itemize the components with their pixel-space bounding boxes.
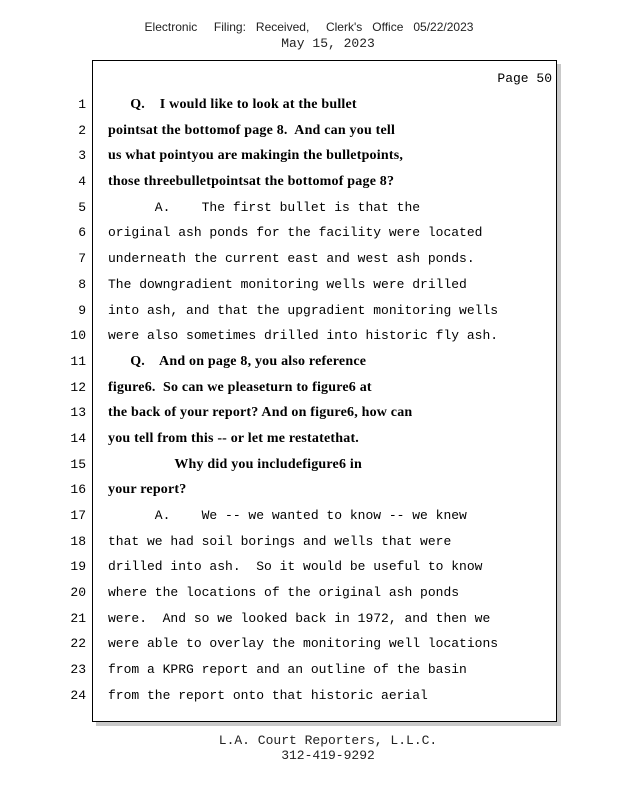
- answer-line: were able to overlay the monitoring well locations: [108, 636, 499, 652]
- question-line: Q. I would like to look at the bullet: [108, 97, 357, 112]
- line-number: 22: [70, 636, 86, 652]
- transcript-text: [108, 92, 553, 709]
- line-number: 8: [78, 276, 86, 292]
- answer-line: into ash, and that the upgradient monitoring wells: [108, 302, 499, 318]
- page-number: Page 50: [497, 71, 552, 86]
- answer-line: that we had soil borings and wells that were: [108, 533, 452, 549]
- answer-line: from a KPRG report and an outline of the basin: [108, 662, 467, 678]
- court-reporter-firm: L.A. Court Reporters, L.L.C.: [218, 733, 438, 748]
- line-number-column: [60, 92, 86, 709]
- line-number: 23: [70, 662, 86, 678]
- deposition-date: May 15, 2023: [281, 36, 375, 51]
- line-number: 18: [70, 533, 86, 549]
- line-number: 7: [78, 251, 86, 267]
- line-number: 11: [70, 353, 86, 369]
- line-number: 16: [70, 482, 86, 498]
- line-number: 5: [78, 199, 86, 215]
- answer-line: from the report onto that historic aerial: [108, 687, 428, 703]
- line-number: 19: [70, 559, 86, 575]
- line-number: 2: [78, 122, 86, 138]
- line-number: 1: [78, 97, 86, 112]
- answer-line: drilled into ash. So it would be useful to know: [108, 559, 483, 575]
- filing-stamp: Electronic Filing: Received, Clerk's Office 05/22/2023: [144, 20, 474, 34]
- court-reporter-phone: 312-419-9292: [281, 748, 375, 763]
- question-line: those threebulletpointsat the bottomof page 8?: [108, 174, 395, 190]
- question-line: Q. And on page 8, you also reference: [108, 353, 367, 369]
- line-number: 13: [70, 405, 86, 421]
- answer-line: were. And so we looked back in 1972, and then we: [108, 610, 491, 626]
- answer-line: where the locations of the original ash ponds: [108, 585, 460, 601]
- line-number: 15: [70, 456, 86, 472]
- answer-line: The downgradient monitoring wells were drilled: [108, 276, 467, 292]
- question-line: us what pointyou are makingin the bulletpoints,: [108, 148, 404, 164]
- line-number: 14: [70, 430, 86, 446]
- answer-line: underneath the current east and west ash ponds.: [108, 251, 475, 267]
- question-line: the back of your report? And on figure6, how can: [108, 405, 413, 421]
- answer-line: A. We -- we wanted to know -- we knew: [108, 508, 467, 523]
- line-number: 21: [70, 610, 86, 626]
- question-line: you tell from this -- or let me restatethat.: [108, 430, 360, 446]
- answer-line: original ash ponds for the facility were located: [108, 225, 483, 241]
- line-number: 9: [78, 302, 86, 318]
- line-number: 24: [70, 687, 86, 703]
- line-number: 3: [78, 148, 86, 164]
- question-line: pointsat the bottomof page 8. And can you tell: [108, 122, 396, 138]
- line-number: 17: [70, 508, 86, 523]
- line-number: 10: [70, 328, 86, 344]
- answer-line: A. The first bullet is that the: [108, 199, 421, 215]
- line-number: 4: [78, 174, 86, 190]
- question-line: Why did you includefigure6 in: [108, 456, 362, 472]
- answer-line: were also sometimes drilled into historic fly ash.: [108, 328, 499, 344]
- question-line: your report?: [108, 482, 187, 498]
- question-line: figure6. So can we pleaseturn to figure6 at: [108, 379, 372, 395]
- line-number: 12: [70, 379, 86, 395]
- line-number: 6: [78, 225, 86, 241]
- line-number: 20: [70, 585, 86, 601]
